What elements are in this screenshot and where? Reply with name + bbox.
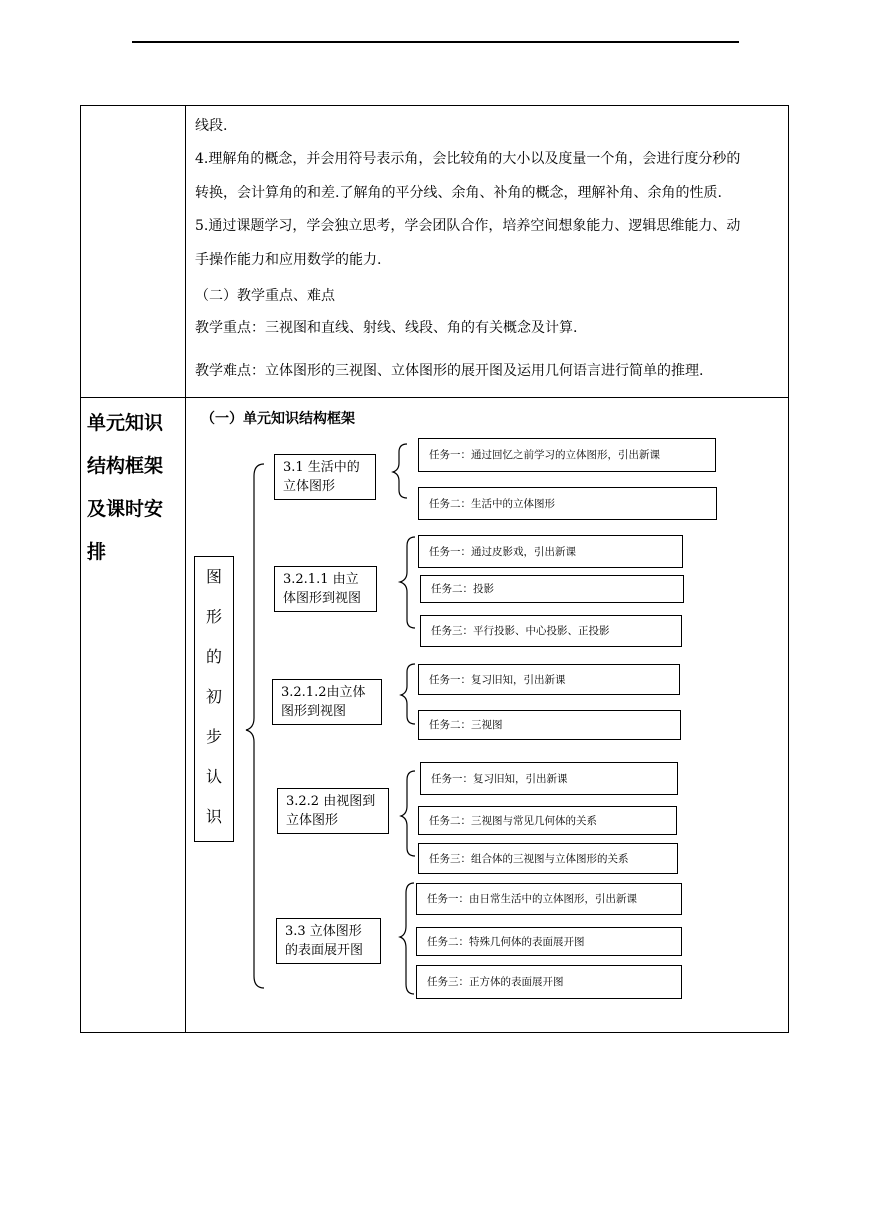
teaching-difficulties: 教学难点：立体图形的三视图、立体图形的展开图及运用几何语言进行简单的推理. (195, 363, 704, 379)
section-node (276, 918, 381, 964)
task-box: 任务一：由日常生活中的立体图形，引出新课 (416, 883, 682, 915)
section-heading: （二）教学重点、难点 (195, 288, 335, 304)
section-node-line: 立体图形 (286, 813, 339, 828)
task-box: 任务一：复习旧知，引出新课 (418, 664, 680, 695)
framework-title: （一）单元知识结构框架 (201, 411, 355, 427)
task-box: 任务二：三视图 (418, 710, 681, 740)
section-brace (400, 883, 414, 994)
task-box: 任务三：正方体的表面展开图 (416, 965, 682, 999)
section-node (274, 566, 377, 612)
root-char: 的 (205, 647, 222, 666)
section-node-line: 3.3 立体图形 (285, 924, 362, 939)
root-char: 识 (205, 807, 222, 826)
section-brace (400, 537, 415, 628)
section-node-line: 3.2.1.2由立体 (281, 685, 366, 700)
task-box: 任务二：生活中的立体图形 (418, 487, 717, 520)
root-char: 认 (205, 767, 222, 786)
task-box: 任务一：复习旧知，引出新课 (420, 762, 678, 795)
section-node-line: 3.1 生活中的 (283, 460, 360, 475)
root-char: 初 (205, 687, 222, 706)
task-box: 任务一：通过回忆之前学习的立体图形，引出新课 (418, 438, 716, 472)
task-box: 任务二：三视图与常见几何体的关系 (418, 806, 677, 835)
row-label-line: 排 (87, 541, 107, 563)
header-rule (132, 41, 739, 43)
root-concept-box (194, 556, 234, 842)
section-brace (393, 444, 407, 498)
task-box: 任务一：通过皮影戏，引出新课 (418, 535, 683, 568)
task-box: 任务三：组合体的三视图与立体图形的关系 (418, 843, 678, 874)
section-node (272, 679, 382, 725)
row-label-line: 结构框架 (87, 455, 164, 477)
lesson-plan-table (80, 105, 789, 1033)
section-node (274, 454, 376, 500)
section-brace (401, 771, 415, 856)
task-box: 任务二：特殊几何体的表面展开图 (416, 927, 682, 956)
section-node-line: 的表面展开图 (285, 943, 364, 958)
section-brace (401, 664, 415, 724)
root-char: 步 (205, 727, 222, 746)
section-node-line: 体图形到视图 (283, 591, 362, 606)
section-node-line: 3.2.2 由视图到 (286, 794, 376, 809)
row-label-line: 及课时安 (87, 498, 164, 520)
objective-line: 4.理解角的概念，并会用符号表示角，会比较角的大小以及度量一个角，会进行度分秒的 (195, 151, 741, 167)
section-node-line: 立体图形 (283, 479, 336, 494)
teaching-key-points: 教学重点：三视图和直线、射线、线段、角的有关概念及计算. (195, 320, 578, 336)
task-box: 任务二：投影 (420, 575, 684, 603)
root-char: 图 (205, 567, 222, 586)
objective-line: 线段. (195, 118, 228, 134)
section-node-line: 3.2.1.1 由立 (283, 572, 359, 587)
objective-line: 转换，会计算角的和差.了解角的平分线、余角、补角的概念，理解补角、余角的性质. (195, 185, 722, 201)
root-brace (246, 464, 264, 988)
row-label-line: 单元知识 (87, 412, 164, 434)
root-char: 形 (205, 607, 222, 626)
objective-line: 5.通过课题学习，学会独立思考，学会团队合作，培养空间想象能力、逻辑思维能力、动 (195, 218, 741, 234)
task-box: 任务三：平行投影、中心投影、正投影 (420, 615, 682, 647)
section-node-line: 图形到视图 (281, 704, 347, 719)
section-node (277, 788, 389, 834)
objective-line: 手操作能力和应用数学的能力. (195, 252, 382, 268)
